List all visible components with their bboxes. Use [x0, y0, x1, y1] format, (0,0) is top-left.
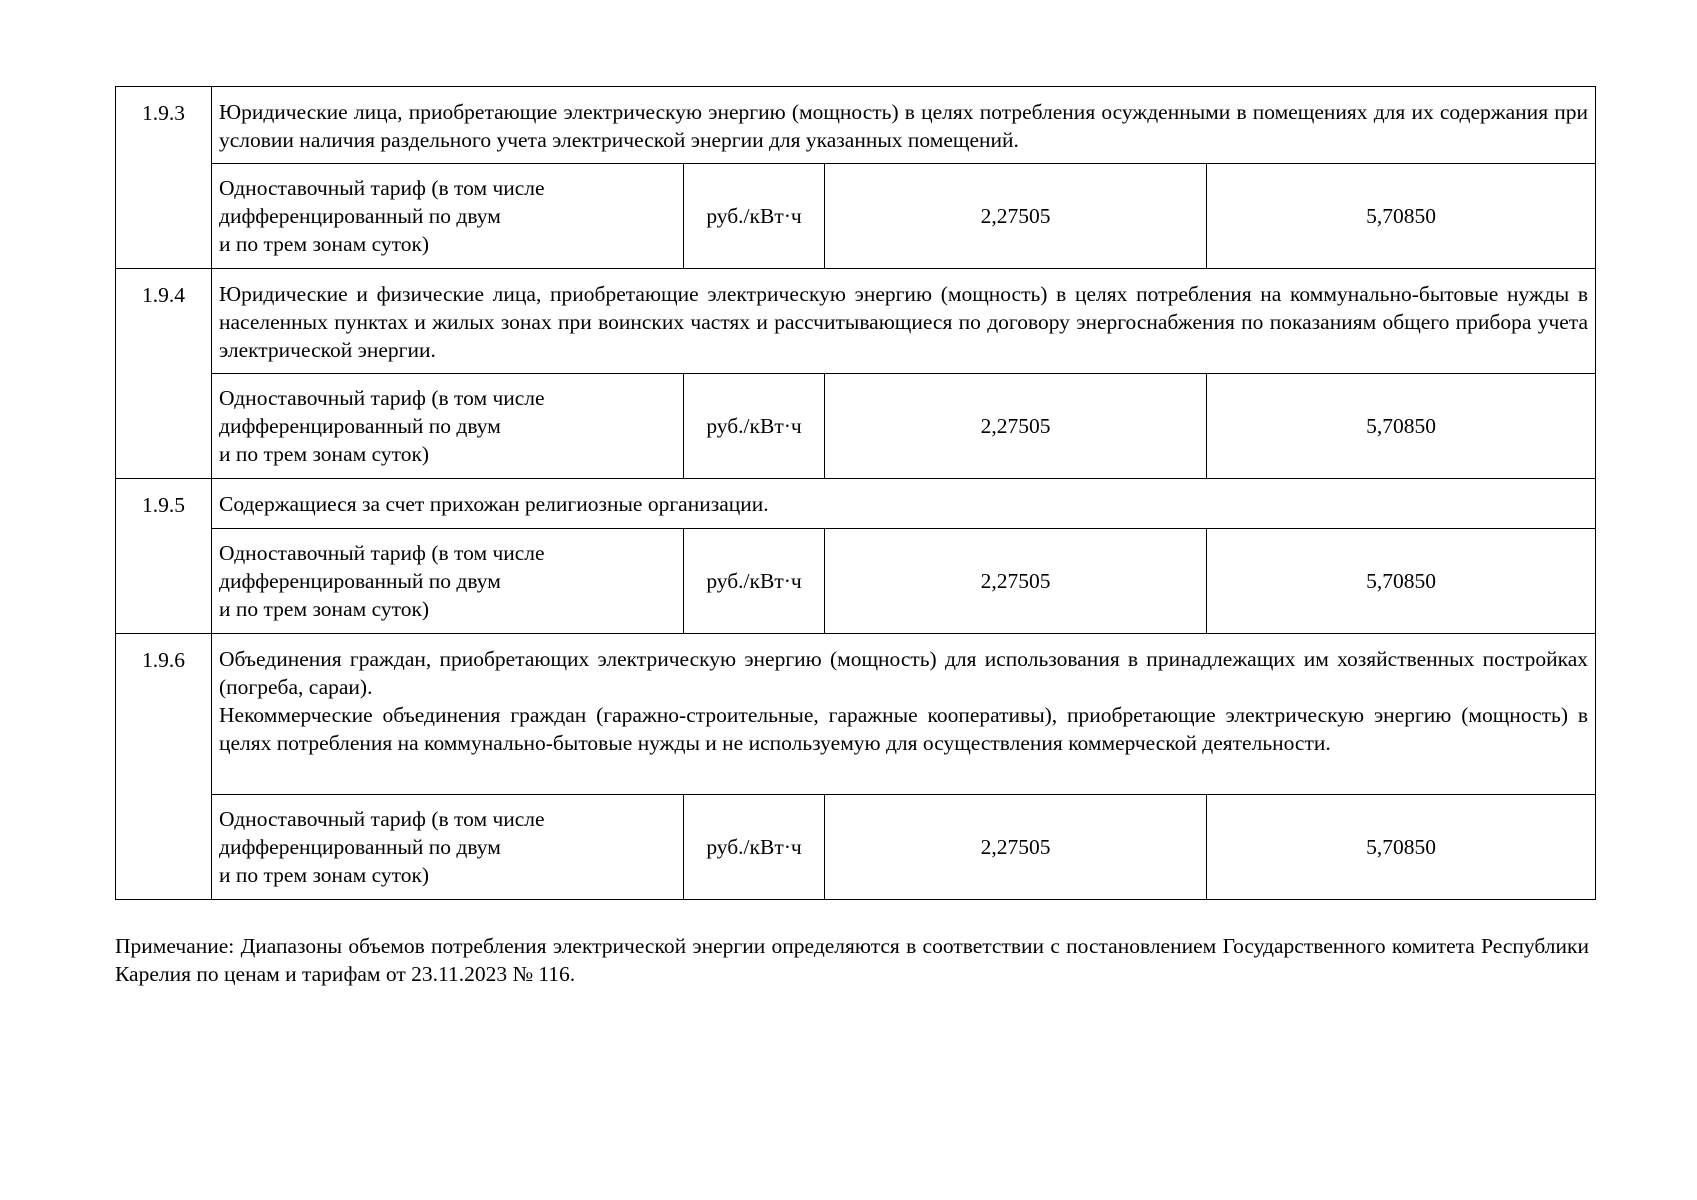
- row-number: 1.9.5: [116, 479, 212, 634]
- category-description: [212, 634, 1596, 795]
- table-row: [116, 164, 1596, 269]
- tariff-name-line: дифференцированный по двум: [219, 835, 501, 859]
- tariff-name-line: и по трем зонам суток): [219, 442, 430, 466]
- tariff-name-line: Одноставочный тариф (в том числе: [219, 386, 545, 410]
- tariff-value-2: 5,70850: [1207, 374, 1596, 479]
- table-row: [116, 479, 1596, 529]
- category-description: [212, 479, 1596, 529]
- unit-cell: руб./кВт·ч: [684, 164, 825, 269]
- tariff-value-1: 2,27505: [825, 795, 1207, 900]
- tariff-name: [212, 795, 684, 900]
- tariff-name-line: и по трем зонам суток): [219, 597, 430, 621]
- tariff-name-line: дифференцированный по двум: [219, 204, 501, 228]
- tariff-name-line: и по трем зонам суток): [219, 232, 430, 256]
- row-number: 1.9.4: [116, 269, 212, 479]
- tariff-name-line: и по трем зонам суток): [219, 863, 430, 887]
- description-paragraph: Содержащиеся за счет прихожан религиозные организации.: [219, 492, 769, 516]
- tariff-value-1: 2,27505: [825, 374, 1207, 479]
- table-row: [116, 269, 1596, 374]
- unit-cell: руб./кВт·ч: [684, 795, 825, 900]
- tariff-name-line: дифференцированный по двум: [219, 569, 501, 593]
- tariff-value-2: 5,70850: [1207, 529, 1596, 634]
- category-description: [212, 269, 1596, 374]
- table-row: [116, 529, 1596, 634]
- row-number: 1.9.6: [116, 634, 212, 900]
- unit-cell: руб./кВт·ч: [684, 529, 825, 634]
- footnote: Примечание: Диапазоны объемов потребления электрической энергии определяются в соответствии с постановлением Государственного комитета Республики Карелия по ценам и тарифам от 23.11.2023 № 116.: [115, 934, 1589, 986]
- tariff-table: [115, 86, 1596, 900]
- tariff-name: [212, 164, 684, 269]
- category-description: [212, 87, 1596, 164]
- table-row: [116, 795, 1596, 900]
- tariff-value-2: 5,70850: [1207, 164, 1596, 269]
- row-number: 1.9.3: [116, 87, 212, 269]
- tariff-name-line: дифференцированный по двум: [219, 414, 501, 438]
- description-paragraph: Юридические и физические лица, приобретающие электрическую энергию (мощность) в целях потребления на коммунально-бытовые нужды в населенных пунктах и жилых зонах при воинских частях и рассчитывающиеся по договору энергоснабжения по показаниям общего прибора учета электрической энергии.: [219, 282, 1589, 362]
- table-row: [116, 374, 1596, 479]
- description-paragraph: Юридические лица, приобретающие электрическую энергию (мощность) в целях потребления осужденными в помещениях для их содержания при условии наличия раздельного учета электрической энергии для указанных помещений.: [219, 100, 1589, 152]
- description-paragraph: Некоммерческие объединения граждан (гаражно-строительные, гаражные кооперативы), приобретающие электрическую энергию (мощность) в целях потребления на коммунально-бытовые нужды и не используемую для осуществления коммерческой деятельности.: [219, 703, 1589, 755]
- tariff-name: [212, 374, 684, 479]
- tariff-value-1: 2,27505: [825, 164, 1207, 269]
- unit-cell: руб./кВт·ч: [684, 374, 825, 479]
- tariff-name-line: Одноставочный тариф (в том числе: [219, 541, 545, 565]
- tariff-name-line: Одноставочный тариф (в том числе: [219, 807, 545, 831]
- tariff-name: [212, 529, 684, 634]
- table-row: [116, 87, 1596, 164]
- table-row: [116, 634, 1596, 795]
- tariff-name-line: Одноставочный тариф (в том числе: [219, 176, 545, 200]
- tariff-value-2: 5,70850: [1207, 795, 1596, 900]
- tariff-value-1: 2,27505: [825, 529, 1207, 634]
- description-paragraph: Объединения граждан, приобретающих электрическую энергию (мощность) для использования в принадлежащих им хозяйственных постройках (погреба, сараи).: [219, 647, 1589, 699]
